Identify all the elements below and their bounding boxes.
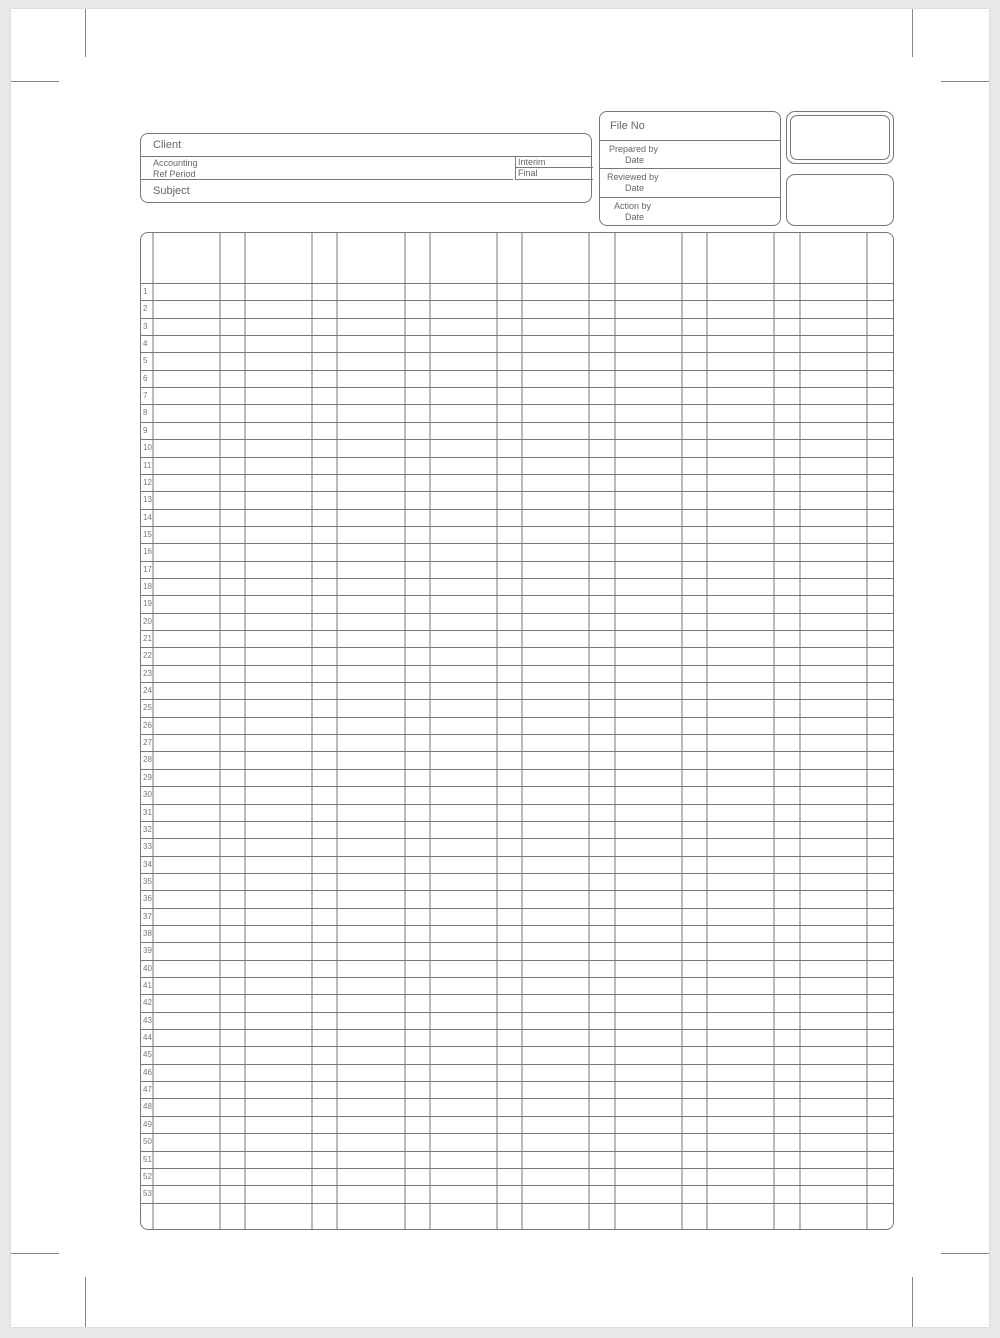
accounting-label: Accounting <box>153 158 198 168</box>
row-number: 35 <box>143 876 152 886</box>
crop-mark <box>912 1277 913 1327</box>
row-number: 36 <box>143 894 152 904</box>
reference-box-top <box>786 111 894 164</box>
crop-mark <box>941 1253 989 1254</box>
row-number: 30 <box>143 790 152 800</box>
row-number: 25 <box>143 703 152 713</box>
row-number: 24 <box>143 686 152 696</box>
row-number: 20 <box>143 616 152 626</box>
row-number: 48 <box>143 1102 152 1112</box>
row-number: 27 <box>143 738 152 748</box>
row-number: 23 <box>143 668 152 678</box>
file-signoff-box <box>599 111 781 226</box>
crop-mark <box>11 1253 59 1254</box>
row-number: 12 <box>143 477 152 487</box>
divider <box>600 140 780 141</box>
row-number: 39 <box>143 946 152 956</box>
prepared-by-label: Prepared by <box>609 144 659 154</box>
reference-box-inner <box>790 115 890 160</box>
interim-final-box <box>515 156 593 180</box>
ref-period-label: Ref Period <box>153 169 196 179</box>
crop-mark <box>912 9 913 57</box>
crop-mark <box>941 81 989 82</box>
ledger-grid <box>140 232 894 1230</box>
row-number: 53 <box>143 1189 152 1199</box>
row-number: 2 <box>143 304 148 314</box>
row-number: 52 <box>143 1171 152 1181</box>
row-number: 42 <box>143 998 152 1008</box>
row-number: 4 <box>143 339 148 349</box>
row-number: 13 <box>143 495 152 505</box>
reviewed-date-label: Date <box>625 183 645 193</box>
crop-mark <box>85 9 86 57</box>
row-number: 43 <box>143 1015 152 1025</box>
row-number: 7 <box>143 391 148 401</box>
row-number: 46 <box>143 1067 152 1077</box>
row-number: 38 <box>143 928 152 938</box>
row-number: 19 <box>143 599 152 609</box>
row-number: 5 <box>143 356 148 366</box>
row-number: 21 <box>143 634 152 643</box>
row-number: 49 <box>143 1119 152 1129</box>
row-number: 15 <box>143 529 152 539</box>
row-number: 11 <box>143 460 152 470</box>
divider <box>600 197 780 198</box>
prepared-date-label: Date <box>625 155 645 165</box>
action-by-label: Action by <box>614 201 652 211</box>
row-number: 47 <box>143 1085 152 1095</box>
row-number: 50 <box>143 1137 152 1147</box>
row-number: 34 <box>143 859 152 869</box>
row-number: 40 <box>143 963 152 973</box>
row-number: 8 <box>143 408 148 418</box>
row-number: 31 <box>143 807 152 817</box>
row-number: 29 <box>143 772 152 782</box>
interim-label: Interim <box>518 157 546 167</box>
row-number: 32 <box>143 824 152 834</box>
row-number: 18 <box>143 581 152 591</box>
client-label: Client <box>153 139 182 151</box>
row-number: 37 <box>143 911 152 921</box>
row-number: 17 <box>143 564 152 574</box>
reviewed-by-label: Reviewed by <box>607 172 659 182</box>
row-number: 41 <box>143 981 152 990</box>
reference-box-bottom <box>786 174 894 226</box>
action-date-label: Date <box>625 212 645 222</box>
row-number: 16 <box>143 547 152 557</box>
row-number: 6 <box>143 373 148 383</box>
divider <box>600 168 780 169</box>
row-number: 9 <box>143 425 148 435</box>
row-number: 33 <box>143 842 152 852</box>
row-number: 3 <box>143 321 148 331</box>
row-number: 14 <box>143 512 152 522</box>
row-number: 22 <box>143 651 152 661</box>
divider <box>141 179 513 180</box>
file-no-label: File No <box>610 120 645 132</box>
row-number: 10 <box>143 443 152 453</box>
crop-mark <box>11 81 59 82</box>
crop-mark <box>85 1277 86 1327</box>
client-info-box <box>140 133 592 203</box>
row-number: 44 <box>143 1033 152 1043</box>
subject-label: Subject <box>153 185 190 197</box>
final-label: Final <box>518 168 538 178</box>
row-number: 45 <box>143 1050 152 1060</box>
row-number: 28 <box>143 755 152 765</box>
row-number: 51 <box>143 1154 152 1164</box>
grid-lines <box>141 233 894 1230</box>
row-number: 26 <box>143 720 152 730</box>
row-number: 1 <box>143 287 148 296</box>
